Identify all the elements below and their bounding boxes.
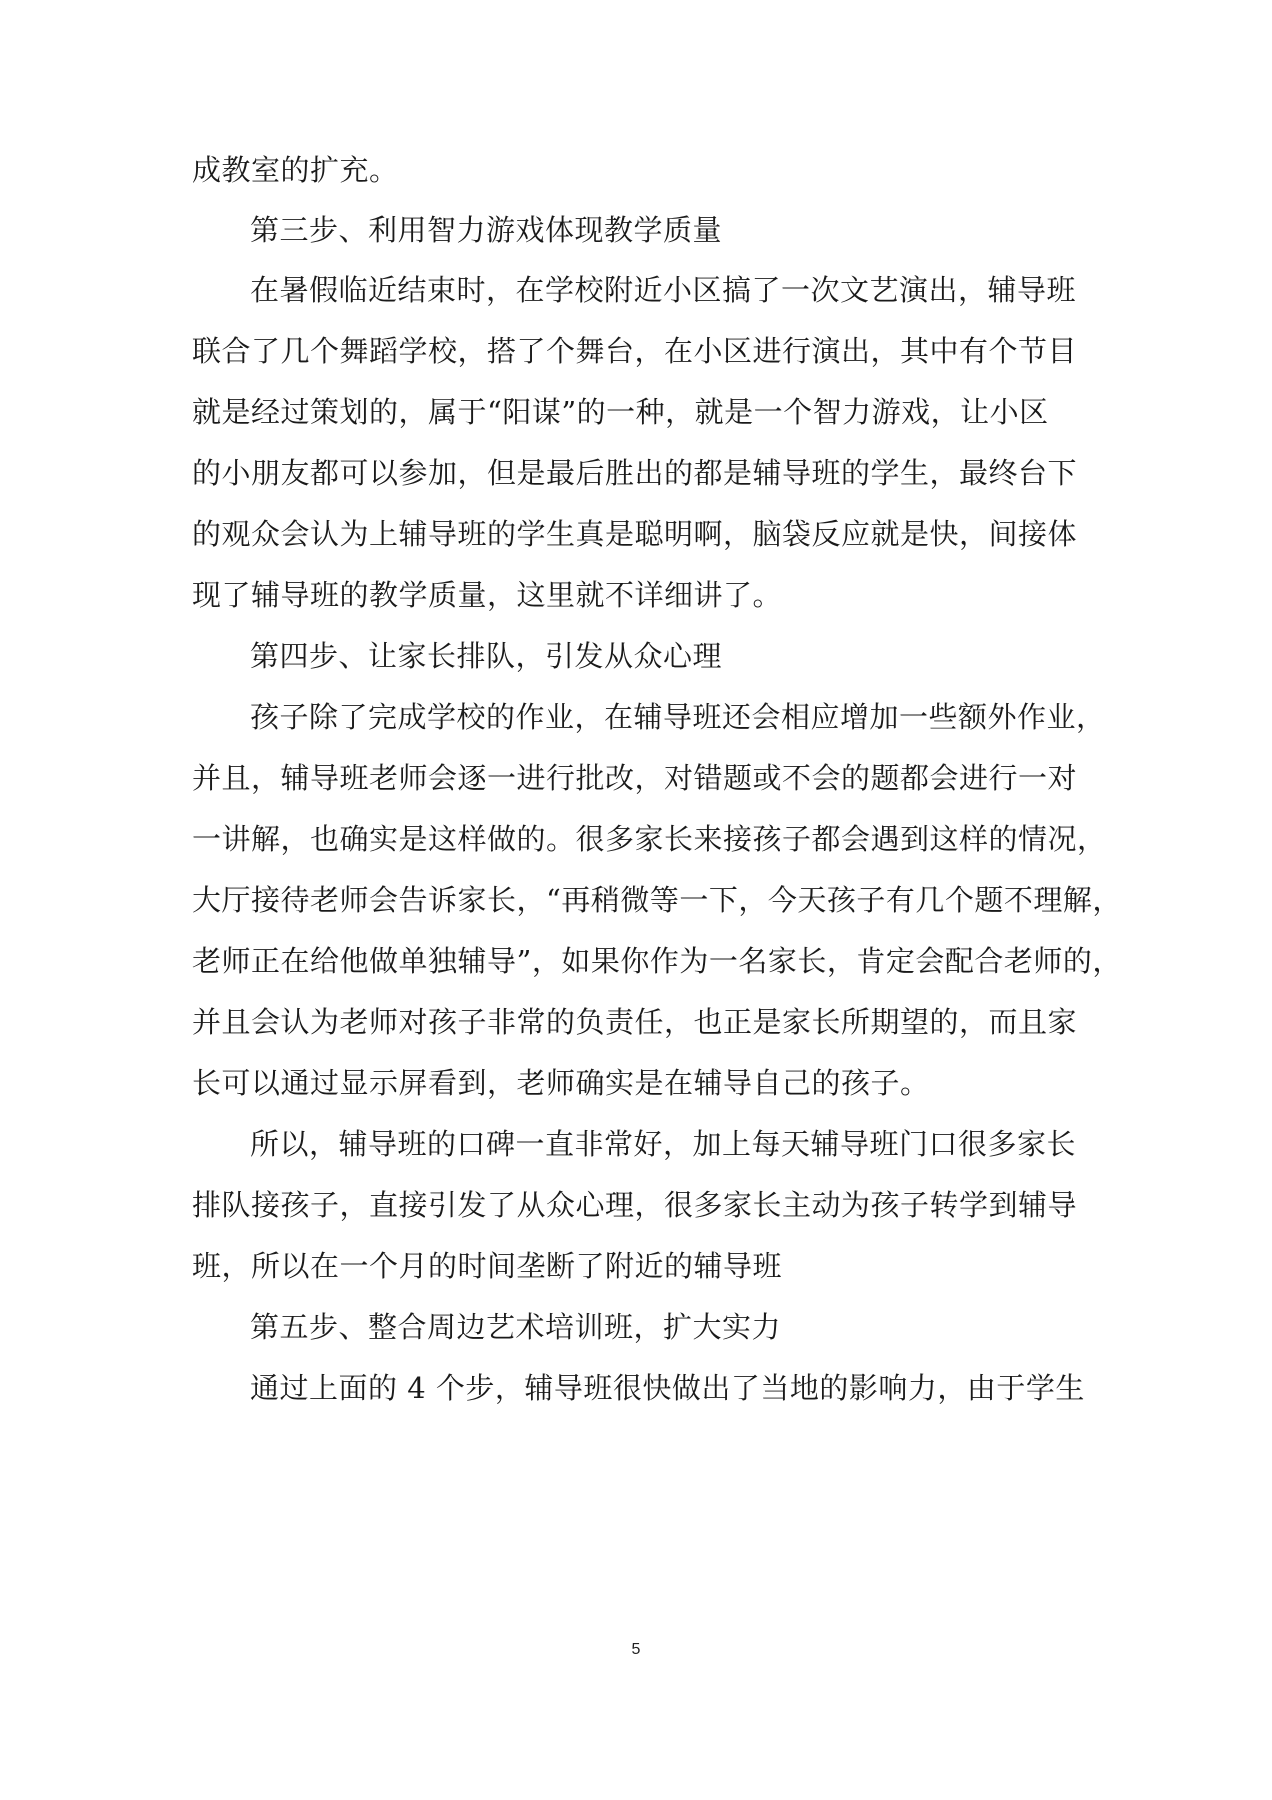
text-line: 通过上面的 4 个步，辅导班很快做出了当地的影响力，由于学生 — [250, 1371, 1085, 1405]
text-line: 联合了几个舞蹈学校，搭了个舞台，在小区进行演出，其中有个节目 — [192, 334, 1078, 368]
text-line: 成教室的扩充。 — [192, 153, 399, 187]
text-line: 老师正在给他做单独辅导”，如果你作为一名家长，肯定会配合老师的， — [192, 944, 1122, 978]
section-heading-step-3: 第三步、利用智力游戏体现教学质量 — [250, 213, 723, 247]
text-line: 长可以通过显示屏看到，老师确实是在辅导自己的孩子。 — [192, 1066, 930, 1100]
text-line: 一讲解，也确实是这样做的。很多家长来接孩子都会遇到这样的情况， — [192, 822, 1107, 856]
section-heading-step-5: 第五步、整合周边艺术培训班，扩大实力 — [250, 1310, 782, 1344]
text-line: 并且，辅导班老师会逐一进行批改，对错题或不会的题都会进行一对 — [192, 761, 1078, 795]
text-line: 现了辅导班的教学质量，这里就不详细讲了。 — [192, 578, 783, 612]
page-number: 5 — [631, 1641, 641, 1658]
text-line: 的小朋友都可以参加，但是最后胜出的都是辅导班的学生，最终台下 — [192, 456, 1078, 490]
text-line: 所以，辅导班的口碑一直非常好，加上每天辅导班门口很多家长 — [250, 1127, 1077, 1161]
text-line: 在暑假临近结束时，在学校附近小区搞了一次文艺演出，辅导班 — [250, 273, 1077, 307]
section-heading-step-4: 第四步、让家长排队，引发从众心理 — [250, 639, 723, 673]
text-line: 班，所以在一个月的时间垄断了附近的辅导班 — [192, 1249, 783, 1283]
text-line: 的观众会认为上辅导班的学生真是聪明啊，脑袋反应就是快，间接体 — [192, 517, 1078, 551]
text-line: 大厅接待老师会告诉家长，“再稍微等一下，今天孩子有几个题不理解， — [192, 883, 1122, 917]
text-line: 排队接孩子，直接引发了从众心理，很多家长主动为孩子转学到辅导 — [192, 1188, 1078, 1222]
text-line: 就是经过策划的，属于“阳谋”的一种，就是一个智力游戏，让小区 — [192, 395, 1049, 429]
text-line: 并且会认为老师对孩子非常的负责任，也正是家长所期望的，而且家 — [192, 1005, 1078, 1039]
text-line: 孩子除了完成学校的作业，在辅导班还会相应增加一些额外作业， — [250, 700, 1106, 734]
